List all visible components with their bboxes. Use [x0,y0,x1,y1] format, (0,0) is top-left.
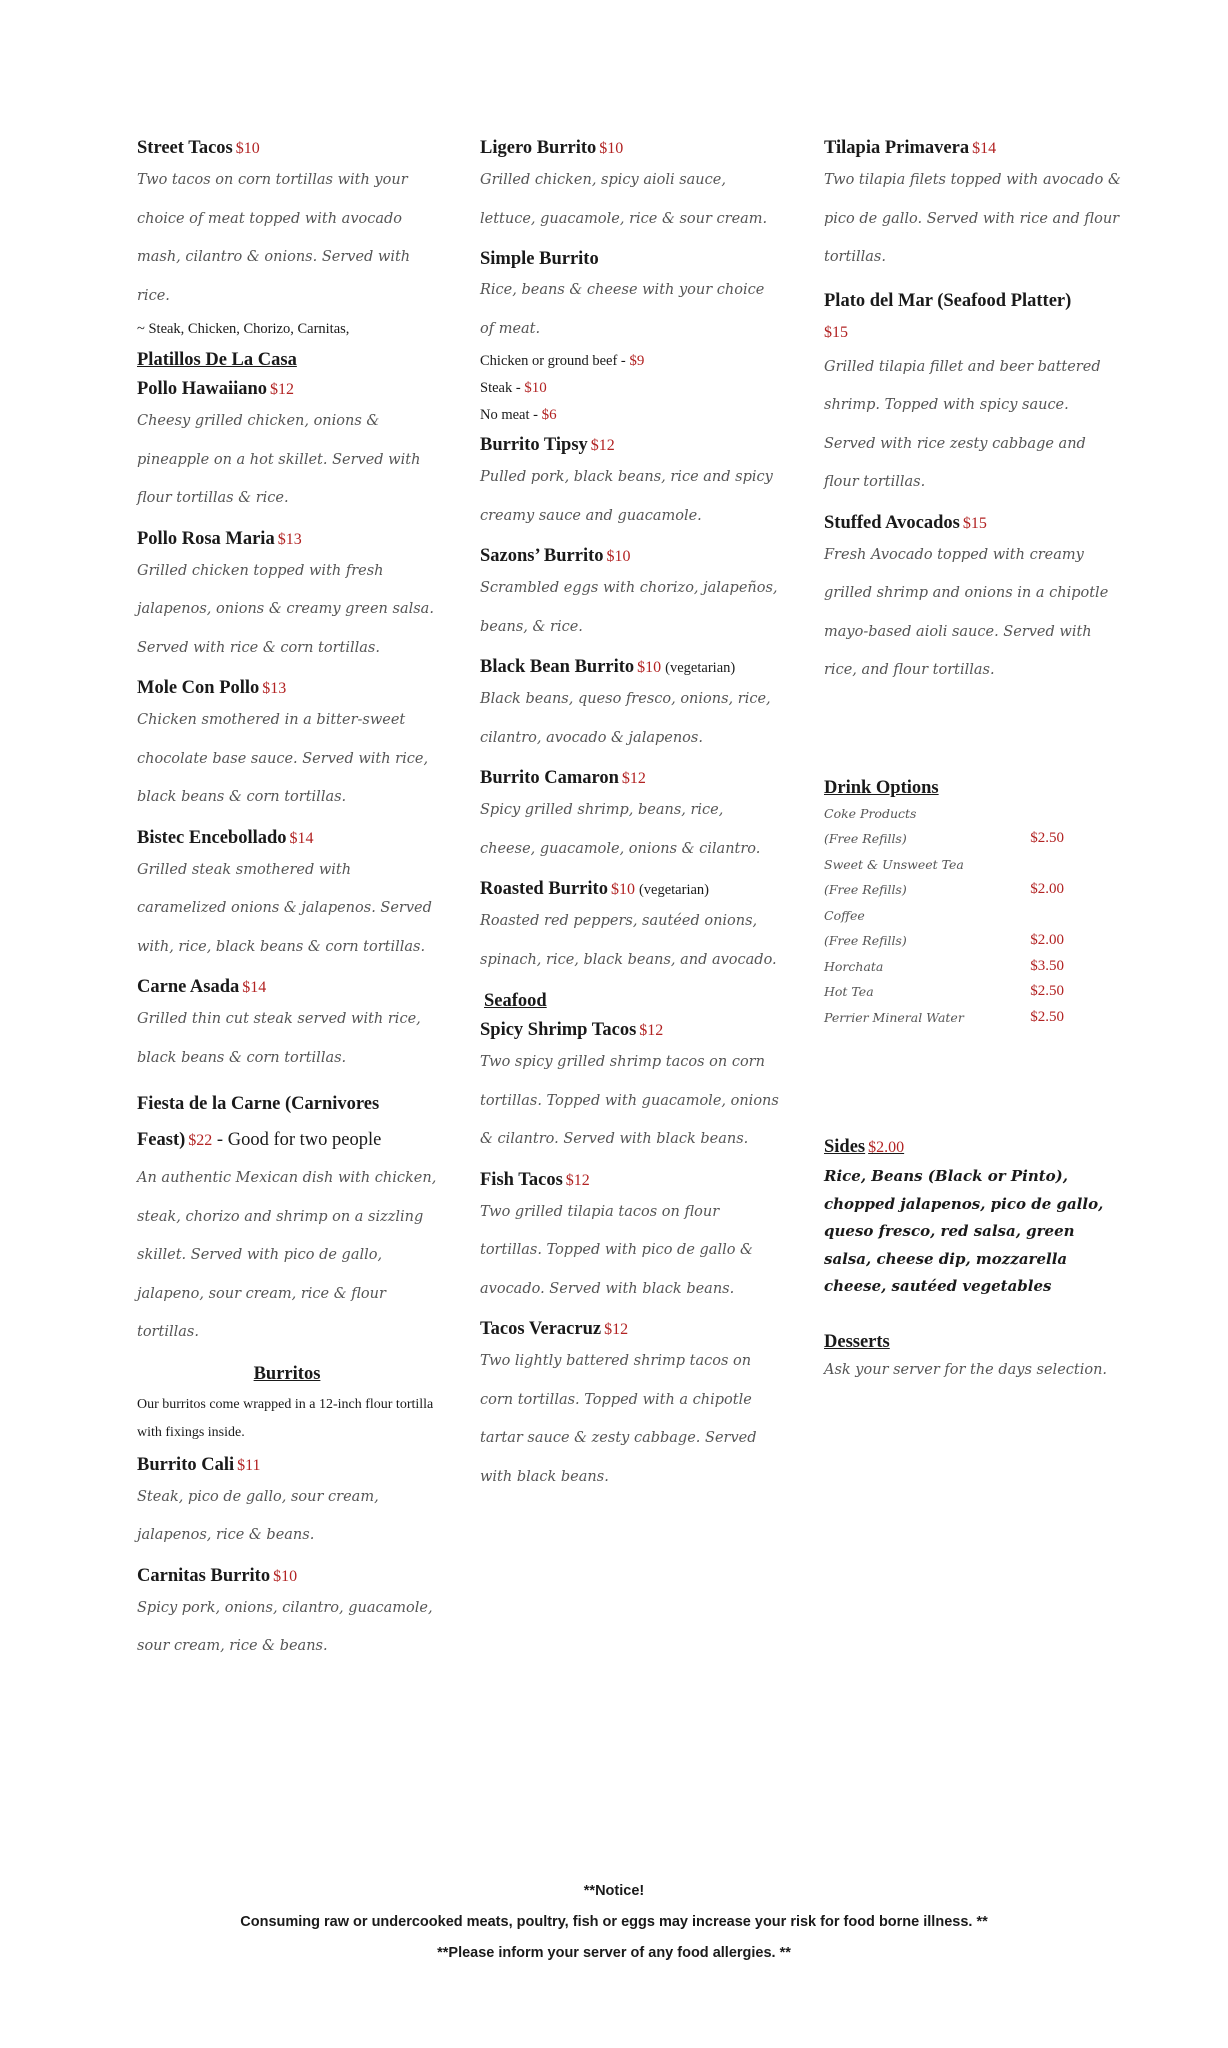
drink-label: Coke Products [824,805,917,821]
drink-price: $2.00 [1030,932,1064,948]
menu-item-name: Mole Con Pollo $13 [137,678,287,698]
menu-item-description: Two grilled tilapia tacos on flour tortillas. Topped with pico de gallo & avocado. Served with black beans. [480,1203,753,1297]
drink-label: Perrier Mineral Water [824,1009,964,1025]
drink-price: $2.50 [1030,1008,1064,1025]
menu-item-name: Burrito Tipsy $12 [480,435,615,455]
menu-item-price: $12 [621,770,646,787]
menu-item-name: Stuffed Avocados $15 [824,512,987,533]
drink-row [824,928,1064,954]
desserts-description: Ask your server for the days selection. [824,1361,1108,1378]
drink-price: $2.00 [1030,881,1064,897]
menu-item-name: Black Bean Burrito $10 (vegetarian) [480,657,736,677]
drink-price: $3.50 [1030,957,1064,974]
vegetarian-tag: (vegetarian) [665,660,736,676]
drink-row [824,877,1064,903]
sides-price: $2.00 [868,1139,905,1156]
menu-column-3 [824,136,1124,1394]
menu-item-description: Grilled tilapia fillet and beer battered shrimp. Topped with spicy sauce. Served with rice zesty cabbage and flour tortillas. [824,358,1101,490]
drink-row [824,903,1064,929]
menu-item-price: $15 [962,514,987,532]
drink-label: Sweet & Unsweet Tea [824,856,964,872]
menu-item-description: Grilled thin cut steak served with rice, black beans & corn tortillas. [137,1011,421,1066]
drink-label: Horchata [824,958,884,974]
menu-item-name: Burrito Camaron $12 [480,768,646,788]
menu-item-description: Spicy pork, onions, cilantro, guacamole, sour cream, rice & beans. [137,1599,433,1654]
menu-column-2 [480,136,780,1505]
menu-item-name: Tilapia Primavera $14 [824,138,997,158]
burritos-note: Our burritos come wrapped in a 12-inch flour tortilla with fixings inside. [137,1396,434,1440]
drink-label: (Free Refills) [824,933,907,948]
drink-row [824,979,1064,1005]
allergy-notice [0,1876,1228,1969]
menu-item-name: Burrito Cali $11 [137,1454,261,1475]
menu-item-name: Carne Asada $14 [137,977,267,997]
sides-description: Rice, Beans (Black or Pinto), chopped jalapenos, pico de gallo, queso fresco, red salsa, green salsa, cheese dip, mozzarella cheese, sautéed vegetables [824,1167,1104,1295]
menu-item-price: $10 [606,548,631,565]
drinks-list [824,801,1124,1031]
menu-item-price: $12 [270,381,295,398]
notice-line-1: Consuming raw or undercooked meats, poultry, fish or eggs may increase your risk for food borne illness. ** [240,1914,988,1930]
menu-item-description: Fresh Avocado topped with creamy grilled shrimp and onions in a chipotle mayo-based aioli sauce. Served with rice, and flour tortillas. [824,546,1109,678]
menu-item-name: Pollo Hawaiiano $12 [137,379,295,399]
drink-label: Hot Tea [824,984,874,999]
serving-note: - Good for two people [212,1130,382,1150]
drink-row [824,852,1064,878]
menu-item-description: Rice, beans & cheese with your choice of meat. [480,282,765,337]
menu-item-price: $10 [599,140,624,157]
menu-item-name: Ligero Burrito $10 [480,138,624,158]
section-heading-sides: Sides $2.00 [824,1137,905,1157]
menu-item-price: $12 [639,1022,664,1039]
drink-row [824,801,1064,827]
menu-item-price: $12 [590,437,615,454]
drink-price: $2.50 [1030,983,1064,999]
drink-price: $2.50 [1030,830,1064,846]
menu-item-price: $12 [565,1171,590,1189]
section-heading-platillos: Platillos De La Casa [137,350,297,370]
menu-item-description: Two spicy grilled shrimp tacos on corn tortillas. Topped with guacamole, onions & cilantro. Served with black beans. [480,1054,779,1147]
menu-item-description: Steak, pico de gallo, sour cream, jalapenos, rice & beans. [137,1488,379,1543]
menu-item-price: $10 [637,659,662,676]
menu-item-name: Bistec Encebollado $14 [137,827,314,848]
menu-item-name: Simple Burrito [480,249,599,269]
menu-item-price: $22 [188,1132,213,1149]
menu-item-price: $14 [242,979,267,996]
menu-column-1 [137,136,437,1675]
menu-item-description: Cheesy grilled chicken, onions & pineapple on a hot skillet. Served with flour tortillas & rice. [137,413,421,506]
menu-item-price: $11 [237,1456,261,1474]
section-heading-seafood: Seafood [484,991,547,1011]
menu-item-description: An authentic Mexican dish with chicken, steak, chorizo and shrimp on a sizzling skillet. Served with pico de gallo, jalapeno, sour cream, rice & flour tortillas. [137,1170,437,1340]
menu-item-description: Scrambled eggs with chorizo, jalapeños, beans, & rice. [480,580,778,635]
menu-item-description: Grilled steak smothered with caramelized onions & jalapenos. Served with, rice, black beans & corn tortillas. [137,861,432,955]
menu-item-name: Spicy Shrimp Tacos $12 [480,1020,664,1040]
menu-item-price: $10 [273,1567,298,1585]
menu-item-description: Two lightly battered shrimp tacos on corn tortillas. Topped with a chipotle tartar sauce & zesty cabbage. Served with black beans. [480,1353,757,1485]
notice-line-2: **Please inform your server of any food allergies. ** [437,1945,791,1961]
menu-item-description: Spicy grilled shrimp, beans, rice, cheese, guacamole, onions & cilantro. [480,802,761,857]
menu-item-name: Street Tacos $10 [137,138,260,158]
menu-item-description: Pulled pork, black beans, rice and spicy creamy sauce and guacamole. [480,469,773,524]
menu-item-name: Fish Tacos $12 [480,1169,590,1190]
drink-row [824,954,1064,980]
menu-item-description: Grilled chicken topped with fresh jalapenos, onions & creamy green salsa. Served with rice & corn tortillas. [137,562,434,656]
menu-item-price: $10 [235,140,260,157]
price-option: Steak - $10 [480,380,547,396]
menu-item-name: Sazons’ Burrito $10 [480,546,631,566]
section-heading-desserts: Desserts [824,1331,890,1352]
menu-item-description: Chicken smothered in a bitter-sweet chocolate base sauce. Served with rice, black beans & corn tortillas. [137,712,429,805]
section-heading-drinks: Drink Options [824,777,939,798]
menu-item-name: Plato del Mar (Seafood Platter) $15 [824,290,1072,341]
menu-item-description: Grilled chicken, spicy aioli sauce, lettuce, guacamole, rice & sour cream. [480,172,768,227]
menu-item-name: Carnitas Burrito $10 [137,1565,298,1586]
drink-row [824,1005,1064,1031]
notice-title: **Notice! [583,1883,645,1899]
menu-item-price: $14 [972,140,997,157]
menu-item-price: $10 [610,881,635,898]
menu-item-name: Pollo Rosa Maria $13 [137,528,302,549]
menu-item-price: $15 [824,323,848,341]
drink-label: Coffee [824,907,865,923]
menu-item-price: $13 [262,680,287,697]
price-option: Chicken or ground beef - $9 [480,353,645,369]
menu-item-price: $14 [289,829,314,847]
price-option: No meat - $6 [480,407,557,423]
menu-item-name: Tacos Veracruz $12 [480,1319,629,1339]
menu-item-price: $13 [277,530,302,548]
menu-item-description: Two tilapia filets topped with avocado & pico de gallo. Served with rice and flour tortillas. [824,172,1121,265]
section-heading-burritos: Burritos [253,1363,321,1384]
menu-item-price: $12 [604,1321,629,1338]
vegetarian-tag: (vegetarian) [638,882,709,898]
menu-item-name: Fiesta de la Carne (Carnivores Feast) $22 - Good for two people [137,1094,382,1150]
drink-label: (Free Refills) [824,882,907,897]
menu-item-description: Roasted red peppers, sautéed onions, spinach, rice, black beans, and avocado. [480,913,777,968]
menu-item-description: Two tacos on corn tortillas with your choice of meat topped with avocado mash, cilantro & onions. Served with rice. [137,172,411,304]
meat-options: ~ Steak, Chicken, Chorizo, Carnitas, [137,321,350,337]
drink-row [824,826,1064,852]
drink-label: (Free Refills) [824,831,907,846]
menu-item-name: Roasted Burrito $10 (vegetarian) [480,879,709,899]
menu-item-description: Black beans, queso fresco, onions, rice, cilantro, avocado & jalapenos. [480,691,771,746]
